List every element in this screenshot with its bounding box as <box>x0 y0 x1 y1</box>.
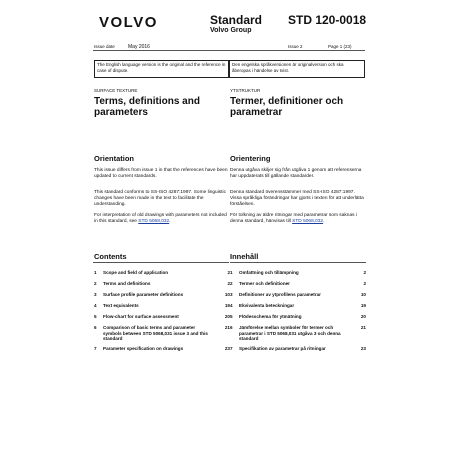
toc-number: 6 <box>94 325 97 330</box>
notice-box-en <box>94 60 229 78</box>
caption-sv: YTSTRUKTUR <box>230 88 261 93</box>
toc-title: Termer och definitioner <box>239 281 290 286</box>
toc-number: 4 <box>94 303 97 308</box>
contents-divider-sv <box>230 262 366 263</box>
orientation-p1-sv: Denna utgåva skiljer sig från utgåva 1 genom att referenserna har uppdaterats till gällande standarder. <box>230 168 362 179</box>
toc-title: Comparison of basic terms and parameter symbols between STD 5068,031 issue 3 and this standard <box>103 325 208 342</box>
std-link-sv[interactable]: STD 5068,032 <box>292 218 324 224</box>
toc-title: Terms and definitions <box>103 281 151 286</box>
toc-page-number: 10 <box>360 292 366 297</box>
toc-number: 3 <box>230 292 233 297</box>
title-sv: Termer, definitioner och parametrar <box>230 96 344 118</box>
orientation-p2-sv: Denna standard överensstämmer med SS-ISO 4287:1997. Vissa språkliga förändringar har gjorts i texten för att underlätta förståelsen. <box>230 190 364 207</box>
toc-page-number: 21 <box>360 325 366 330</box>
toc-page-number: 2 <box>227 270 230 275</box>
toc-number: 3 <box>94 292 97 297</box>
std-link-en[interactable]: STD 5068,032 <box>138 218 170 224</box>
orientation-p1-en: This issue differs from issue 1 in that the references have been updated to current standards. <box>94 168 228 179</box>
toc-page-number: 20 <box>224 314 230 319</box>
notice-text-en: The English language version is the original and the reference in case of dispute. <box>97 62 226 73</box>
toc-title: Flödesschema för ytmätning <box>239 314 302 319</box>
issue-date: May 2016 <box>128 43 150 50</box>
toc-number: 7 <box>94 346 97 351</box>
toc-number: 6 <box>230 325 233 330</box>
notice-text-sv: Den engelska språkversionen är originalversion och ska åberopas i händelse av tvist. <box>232 62 344 73</box>
notice-box-sv <box>229 60 365 78</box>
contents-divider-en <box>93 262 229 263</box>
toc-page-number: 19 <box>360 303 366 308</box>
issue-date-label: Issue date <box>94 44 115 49</box>
volvo-logo: VOLVO <box>99 14 158 31</box>
orientation-heading-en: Orientation <box>94 154 135 163</box>
p3-end-en: . <box>169 218 171 224</box>
toc-title: Jämförelse mellan symboler för termer och parametrar i STD 5068,031 utgåva 3 och denna standard <box>239 325 341 342</box>
page-number: Page 1 (23) <box>328 44 352 49</box>
toc-page-number: 2 <box>363 281 366 286</box>
toc-number: 4 <box>230 303 233 308</box>
toc-title: Definitioner av ytprofilens parametrar <box>239 292 321 297</box>
contents-heading-sv: Innehåll <box>230 252 259 261</box>
orientation-p3-en <box>94 213 230 225</box>
header-divider <box>93 50 365 51</box>
toc-title: Flow-chart for surface assessment <box>103 314 179 319</box>
p3-end-sv: . <box>323 218 325 224</box>
toc-page-number: 19 <box>224 303 230 308</box>
toc-title: Specifikation av parametrar på ritningar <box>239 346 326 351</box>
contents-heading-en: Contents <box>94 252 127 261</box>
toc-page-number: 2 <box>363 270 366 275</box>
p3-text-sv: För tolkning av äldre ritningar med parametrar som saknas i denna standard, hänvisas till <box>230 213 357 224</box>
toc-title: Parameter specification on drawings <box>103 346 184 351</box>
p3-text-en: For interpretation of old drawings with parameters not included in this standard, see <box>94 213 227 224</box>
toc-title: Ekvivalenta beteckningar <box>239 303 295 308</box>
toc-number: 5 <box>230 314 233 319</box>
orientation-p3-sv <box>230 213 366 225</box>
issue-number: Issue 2 <box>288 44 303 49</box>
toc-page-number: 23 <box>360 346 366 351</box>
orientation-p2-en: This standard conforms to SS-ISO 4287:1997. Some linguistic changes have been made in the text to facilitate the understanding. <box>94 190 226 207</box>
standard-number: STD 120-0018 <box>288 13 367 27</box>
toc-page-number: 2 <box>227 281 230 286</box>
toc-title: Omfattning och tillämpning <box>239 270 299 275</box>
title-en: Terms, definitions and parameters <box>94 96 200 118</box>
orientation-heading-sv: Orientering <box>230 154 271 163</box>
toc-page-number: 23 <box>224 346 230 351</box>
toc-number: 7 <box>230 346 233 351</box>
document-type: Standard <box>210 13 263 27</box>
toc-number: 5 <box>94 314 97 319</box>
toc-title: Scope and field of application <box>103 270 169 275</box>
toc-title: Surface profile parameter definitions <box>103 292 184 297</box>
toc-page-number: 21 <box>224 325 230 330</box>
document-owner: Volvo Group <box>210 27 252 34</box>
toc-title: Text equivalents <box>103 303 139 308</box>
toc-number: 2 <box>230 281 233 286</box>
caption-en: SURFACE TEXTURE <box>94 88 138 93</box>
toc-number: 1 <box>230 270 233 275</box>
toc-number: 2 <box>94 281 97 286</box>
toc-page-number: 20 <box>360 314 366 319</box>
toc-number: 1 <box>94 270 97 275</box>
toc-page-number: 10 <box>224 292 230 297</box>
